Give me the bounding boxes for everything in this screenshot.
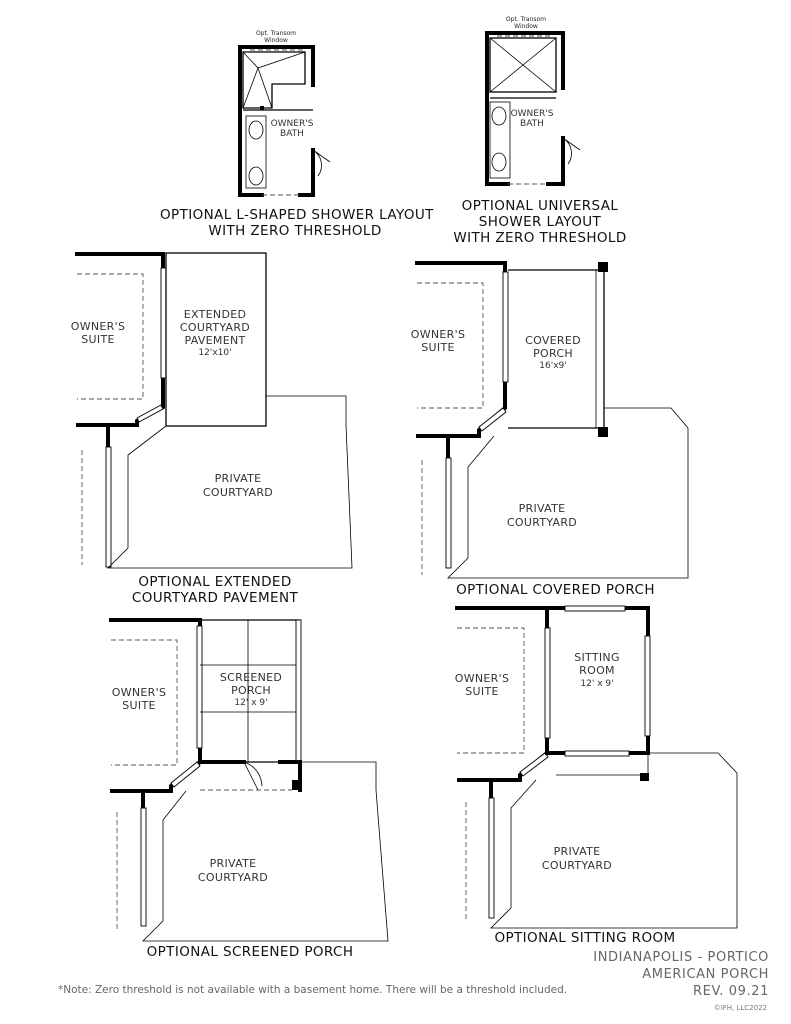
room-label-line2: BATH (520, 119, 544, 129)
caption-line: OPTIONAL EXTENDED (138, 574, 292, 590)
courtyard-label-line2: COURTYARD (506, 516, 578, 529)
feature-label-line2: PORCH (533, 347, 573, 360)
sink-icon (249, 121, 263, 139)
transom-label-line1: Opt. Transom (505, 16, 547, 23)
suite-label-line1: OWNER'S (410, 328, 466, 341)
suite-label-line1: OWNER'S (454, 672, 510, 685)
courtyard-label-line2: COURTYARD (202, 486, 274, 499)
feature-label-line1: SITTING (574, 651, 620, 664)
title-line: AMERICAN PORCH (642, 967, 769, 982)
caption-covered-porch (448, 582, 663, 598)
l-shaped-shower-plan (240, 30, 330, 195)
dimension-label: 12' x 9' (580, 679, 614, 689)
transom-label-line2: Window (514, 23, 538, 30)
caption-line: OPTIONAL COVERED PORCH (456, 582, 655, 598)
title-line: REV. 09.21 (693, 984, 769, 999)
suite-label-line1: OWNER'S (70, 320, 126, 333)
plan-title-block (593, 949, 769, 1000)
caption-extended-pavement (115, 574, 315, 606)
sink-icon (249, 167, 263, 185)
courtyard-label-line1: PRIVATE (518, 502, 566, 515)
courtyard-label-line1: PRIVATE (209, 857, 257, 870)
feature-label-line2: ROOM (579, 664, 615, 677)
room-label-line1: OWNER'S (510, 109, 554, 119)
suite-label-line2: SUITE (465, 685, 499, 698)
screened-porch-plan (111, 620, 388, 941)
courtyard-label-line1: PRIVATE (553, 845, 601, 858)
sitting-room-plan (455, 606, 737, 928)
suite-label-line2: SUITE (122, 699, 156, 712)
caption-line: OPTIONAL SITTING ROOM (494, 930, 676, 946)
caption-sitting-room (490, 930, 680, 946)
l-shaped-shower (243, 52, 305, 108)
suite-label-line2: SUITE (421, 341, 455, 354)
extended-pavement-plan (71, 253, 352, 568)
caption-universal-shower (440, 198, 640, 246)
title-line: INDIANAPOLIS - PORTICO (593, 950, 769, 965)
caption-screened-porch (140, 944, 360, 960)
caption-l-shaped-shower (160, 207, 434, 239)
transom-label-line1: Opt. Transom (255, 30, 297, 37)
dimension-label: 12'x10' (198, 348, 232, 358)
dimension-label: 16'x9' (539, 361, 567, 371)
feature-label-line1: EXTENDED (183, 308, 247, 321)
feature-label-line2: PORCH (231, 684, 271, 697)
transom-label-line2: Window (264, 37, 288, 44)
universal-shower-plan (487, 16, 580, 184)
covered-porch-plan (411, 262, 688, 578)
room-label-line1: OWNER'S (270, 119, 314, 129)
caption-line: OPTIONAL SCREENED PORCH (146, 944, 354, 960)
caption-line: COURTYARD PAVEMENT (131, 590, 299, 606)
suite-label-line2: SUITE (81, 333, 115, 346)
courtyard-label-line2: COURTYARD (197, 871, 269, 884)
caption-line: WITH ZERO THRESHOLD (208, 223, 382, 239)
caption-line: OPTIONAL UNIVERSAL (461, 198, 619, 214)
room-label-line2: BATH (280, 129, 304, 139)
feature-label-line1: SCREENED (219, 671, 283, 684)
courtyard-label-line2: COURTYARD (541, 859, 613, 872)
courtyard-label-line1: PRIVATE (214, 472, 262, 485)
caption-line: OPTIONAL L-SHAPED SHOWER LAYOUT (160, 207, 434, 223)
sink-icon (492, 107, 506, 125)
dimension-label: 12' x 9' (234, 698, 268, 708)
caption-line: WITH ZERO THRESHOLD (453, 230, 627, 246)
suite-label-line1: OWNER'S (111, 686, 167, 699)
copyright: ©IFH, LLC2022 (713, 1004, 767, 1012)
footer-note: *Note: Zero threshold is not available with a basement home. There will be a threshold included. (58, 984, 568, 996)
feature-label-line2: COURTYARD (179, 321, 251, 334)
feature-label-line3: PAVEMENT (184, 334, 246, 347)
caption-line: SHOWER LAYOUT (478, 214, 602, 230)
feature-label-line1: COVERED (525, 334, 581, 347)
sink-icon (492, 153, 506, 171)
